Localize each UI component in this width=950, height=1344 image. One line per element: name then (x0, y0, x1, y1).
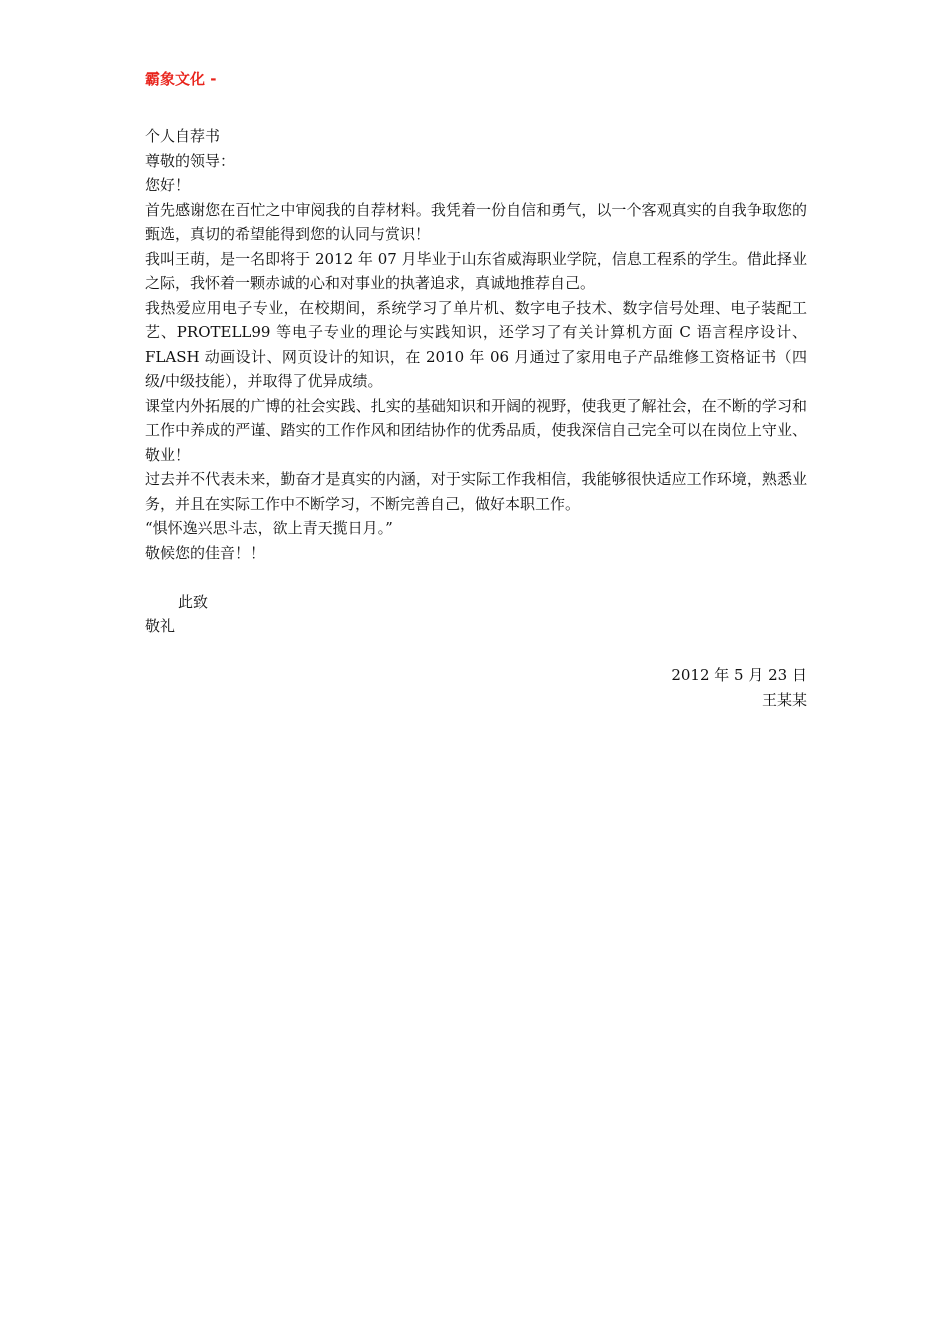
paragraph-await-reply: 敬候您的佳音！！ (145, 543, 266, 562)
letter-greeting: 您好！ (145, 176, 191, 194)
letter-title: 个人自荐书 (145, 127, 221, 145)
header-brand: 霸象文化 - (145, 70, 217, 88)
letter-salutation: 尊敬的领导： (145, 151, 236, 170)
paragraph-quote: “惧怀逸兴思斗志，欲上青天揽日月。” (145, 519, 393, 537)
letter-body (145, 124, 807, 712)
blank-line (145, 639, 807, 664)
paragraph-future: 过去并不代表未来，勤奋才是真实的内涵，对于实际工作我相信，我能够很快适应工作环境，熟悉业务，并且在实际工作中不断学习，不断完善自己，做好本职工作。 (145, 470, 807, 513)
closing-cizhi: 此致 (178, 592, 209, 611)
closing-jingli: 敬礼 (145, 617, 176, 635)
paragraph-self-introduction: 我叫王萌，是一名即将于 2012 年 07 月毕业于山东省威海职业学院，信息工程系的学生。借此择业之际，我怀着一颗赤诚的心和对事业的执著追求，真诚地推荐自己。 (145, 249, 807, 292)
paragraph-studies: 我热爱应用电子专业，在校期间，系统学习了单片机、数字电子技术、数字信号处理、电子装配工艺、PROTELL99 等电子专业的理论与实践知识，还学习了有关计算机方面 C 语言程序设计、FLASH 动画设计、网页设计的知识，在 2010 年 06 月通过了家用电子产品维修工资格证书（四级/中级技能），并取得了优异成绩。 (145, 298, 807, 390)
blank-line (145, 565, 807, 590)
paragraph-qualities: 课堂内外拓展的广博的社会实践、扎实的基础知识和开阔的视野，使我更了解社会，在不断的学习和工作中养成的严谨、踏实的工作作风和团结协作的优秀品质，使我深信自己完全可以在岗位上守业、敬业！ (145, 396, 807, 464)
letter-signature: 王某某 (761, 690, 807, 709)
letter-date: 2012 年 5 月 23 日 (671, 666, 807, 684)
paragraph-intro: 首先感谢您在百忙之中审阅我的自荐材料。我凭着一份自信和勇气，以一个客观真实的自我争取您的甄选，真切的希望能得到您的认同与赏识！ (145, 200, 807, 243)
